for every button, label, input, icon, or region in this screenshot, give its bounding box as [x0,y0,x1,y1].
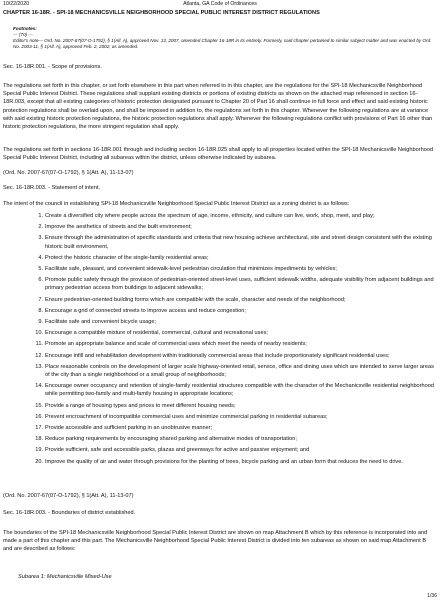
list-item-text: Ensure through the administration of specific standards and criteria that new housing achieve architectural, site and street design consistent with the existing historic built environment, [45,235,432,250]
intent-list-item [0,446,435,454]
list-item-number: 10. [35,330,43,337]
list-item-number: 19. [35,447,43,454]
intent-list-item [0,223,435,231]
list-item-text: Encourage a compatible mixture of residential, commercial, cultural and recreational uses; [45,330,268,337]
list-item-text: Create a diversified city where people across the spectrum of age, income, ethnicity, and culture can live, work, shop, meet, and play; [45,213,375,219]
intent-list-item [0,276,435,292]
scope-paragraph-1: The regulations set forth in this chapter, or set forth elsewhere in this part when referred to in this chapter, are the regulations for the SPI-18 Mechanicsville Neighborhood Special Public Interest District. These regulations shall supplant existing districts or portions of existing districts as shown on the attached map referenced in section 16-18R.003, except that all existing categories of historic protection designated pursuant to Chapter 20 of Part 16 shall continue in full force and effect and said existing historic protection regulations shall be overlaid upon, and shall be imposed in addition to, the regulations set forth in this chapter. Whenever the following regulations are at variance with said existing historic protection regulations, the historic protection regulations shall apply. Whenever the following regulations conflict with provisions of Part 16 other than historic protection regulations, the more stringent regulation shall apply. [3,83,433,131]
scope-history-note: (Ord. No. 2007-67(07-O-1792), § 1(Att. A), 11-13-07) [3,170,134,176]
intent-list-item [0,435,435,443]
list-item-text: Provide a range of housing types and prices to meet different housing needs; [45,402,236,409]
intent-list-item [0,458,435,466]
list-item-number: 2. [38,224,43,231]
intent-history-note: (Ord. No. 2007-67(07-O-1792), § 1(Att. A), 11-13-07) [3,493,134,499]
intent-list-item [0,424,435,432]
list-item-text: Reduce parking requirements by encouraging shared parking and alternative modes of transportation; [45,436,297,443]
list-item-number: 8. [38,307,43,314]
section-heading-intent: Sec. 16-18R.003. - Statement of intent. [3,185,101,191]
list-item-text: Encourage owner occupancy and retention of single-family residential structures compatible with the character of the Mechanicsville residential neighborhood while permitting two-family and multi-family housing in appropriate locations; [45,383,434,398]
section-heading-boundaries: Sec. 16-18R.003. - Boundaries of district established. [3,510,136,516]
list-item-number: 7. [38,296,43,303]
list-item-number: 15. [35,402,43,409]
list-item-text: Ensure pedestrian-oriented building forms which are compatible with the scale, character and needs of the neighborhood; [45,296,346,303]
intent-list-item [0,363,435,379]
list-item-number: 6. [38,277,43,284]
intent-list-item [0,340,435,348]
boundaries-paragraph: The boundaries of the SPI-18 Mechanicsville Neighborhood Special Public Interest District are shown on map Attachment B which by this reference is incorporated into and made a part of this chapter and this part. The Mechanicsville Neighborhood Special Public Interest District is divided into ten subareas as shown on said map Attachment B and are described as follows: [3,530,428,553]
intent-list-item [0,329,435,337]
footnotes-label: Footnotes: [13,26,37,31]
page-number: 1/36 [427,593,437,599]
list-item-text: Provide sufficient, safe and accessible parks, plazas and greenways for active and passive enjoyment; and [45,447,310,454]
list-item-text: Provide accessible and sufficient parking in an unobtrusive manner; [45,425,213,432]
footnote-marker: --- (70) --- [13,32,33,37]
list-item-number: 11. [35,341,43,348]
intent-list-item [0,382,435,398]
list-item-number: 16. [35,413,43,420]
list-item-number: 9. [38,319,43,326]
intent-list [0,212,435,469]
intent-list-item [0,402,435,410]
list-item-text: Encourage infill and rehabilitation development within traditionally commercial areas that include proportionately significant residential uses; [45,352,390,359]
list-item-number: 13. [35,363,43,370]
intent-list-item [0,234,435,250]
list-item-number: 4. [38,254,43,261]
list-item-text: Encourage a grid of connected streets to improve access and reduce congestion; [45,307,246,314]
editors-note: Editor's note— Ord. No. 2007-67(07-O-1792), § 1(All. A), approved Nov. 13, 2007, amended Chapter 16-18R in its entirety. Formerly, said chapter pertained to similar subject matter and was enacted by Ord. No. 2003-11, § 1(All. A), approved Feb. 2, 2002; as amended. [13,38,432,49]
list-item-text: Place reasonable controls on the development of larger scale highway-oriented retail, service, office and dining uses which are intended to serve larger areas of the city than a single neighborhood or a small group of neighborhoods; [45,363,434,379]
subarea-1-label: Subarea 1: Mechanicsville Mixed-Use [18,574,112,580]
page-header [3,1,437,10]
list-item-number: 14. [35,383,43,390]
list-item-number: 1. [38,213,43,219]
intent-intro: The intent of the council in establishing SPI-18 Mechanicsville Neighborhood Special Public Interest District as a zoning district is as follows: [3,201,350,207]
print-date: 10/22/2020 [3,1,29,7]
footnotes [13,26,434,50]
list-item-number: 5. [38,266,43,273]
list-item-text: Prevent encroachment of incompatible commercial uses and minimize commercial parking in residential subareas; [45,413,328,420]
list-item-number: 12. [35,352,43,359]
intent-list-item [0,318,435,326]
list-item-text: Improve the aesthetics of streets and the built environment; [45,224,192,231]
list-item-number: 3. [38,235,43,242]
list-item-text: Improve the quality of air and water through provisions for the planting of trees, bicycle parking and an urban form that reduces the need to drive. [45,458,403,465]
intent-list-item [0,307,435,315]
list-item-number: 20. [35,458,43,465]
intent-list-item [0,265,435,273]
intent-list-item [0,413,435,421]
intent-list-item [0,352,435,360]
scope-paragraph-2: The regulations set forth in sections 16-18R.001 through and including section 16-18R.025 shall apply to all properties located within the SPI-18 Mechanicsville Neighborhood Special Public Interest District, including all subareas within the district, unless otherwise indicated by subarea. [3,147,434,162]
section-heading-scope: Sec. 16-18R.001. - Scope of provisions. [3,64,102,70]
chapter-title: CHAPTER 16-18R. - SPI-18 MECHANICSVILLE NEIGHBORHOOD SPECIAL PUBLIC INTEREST DISTRICT REGULATIONS [3,10,320,16]
list-item-text: Promote public safety through the provision of pedestrian-oriented street-level uses, sufficient sidewalk widths, adequate visibility from adjacent buildings and primary pedestrian access from buildings to adjacent sidewalks; [45,277,434,292]
intent-list-item [0,254,435,262]
list-item-text: Facilitate safe, pleasant, and convenient sidewalk-level pedestrian circulation that minimizes impediments by vehicles; [45,266,337,273]
intent-list-item [0,296,435,304]
list-item-text: Facilitate safe and convenient bicycle usage; [45,319,157,326]
list-item-number: 18. [35,436,43,443]
list-item-text: Protect the historic character of the single-family residential areas; [45,254,209,261]
intent-list-item [0,212,435,220]
header-center-title: Atlanta, GA Code of Ordinances [183,1,257,7]
list-item-text: Promote an appropriate balance and scale of commercial uses which meet the needs of nearby residents; [45,341,307,348]
list-item-number: 17. [35,425,43,432]
